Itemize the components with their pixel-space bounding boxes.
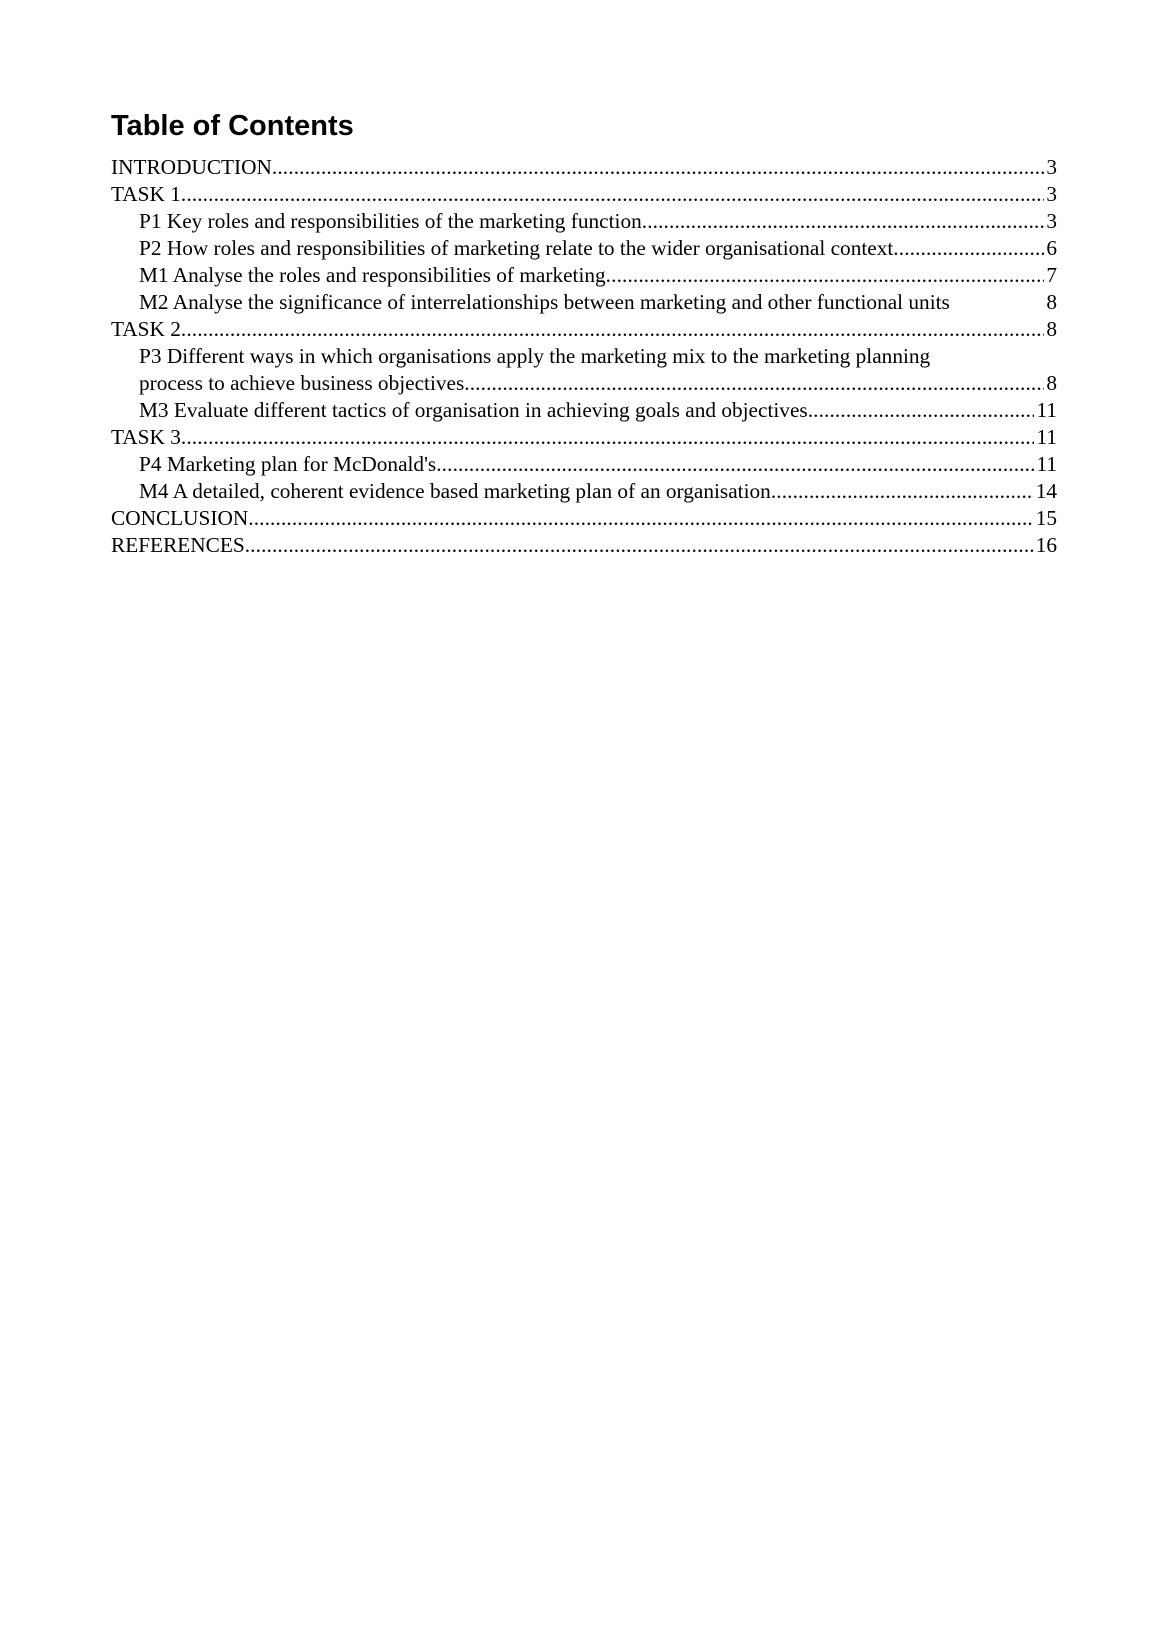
toc-entry-text: INTRODUCTION — [111, 155, 272, 179]
toc-entry-m2[interactable] — [111, 289, 1057, 316]
toc-entry-p2[interactable] — [111, 235, 1057, 262]
toc-page-number: 8 — [1046, 317, 1057, 341]
toc-entry-text-line1: P3 Different ways in which organisations apply the marketing mix to the marketing planning — [139, 344, 931, 368]
toc-page-number: 11 — [1036, 425, 1057, 449]
toc-list — [111, 154, 1057, 559]
toc-entry-p4[interactable] — [111, 451, 1057, 478]
toc-entry-m3[interactable] — [111, 397, 1057, 424]
toc-page-number: 16 — [1035, 533, 1057, 557]
toc-page-number: 8 — [1046, 290, 1057, 314]
table-of-contents — [111, 108, 1057, 559]
toc-page-number: 11 — [1036, 452, 1057, 476]
toc-entry-m1[interactable] — [111, 262, 1057, 289]
toc-entry-text: TASK 3 — [111, 425, 181, 449]
toc-entry-references[interactable] — [111, 532, 1057, 559]
toc-entry-text: REFERENCES — [111, 533, 245, 557]
toc-page-number: 11 — [1036, 398, 1057, 422]
toc-entry-task-3[interactable] — [111, 424, 1057, 451]
toc-entry-text: M1 Analyse the roles and responsibilities of marketing — [139, 263, 606, 287]
dot-leader — [436, 451, 1034, 478]
toc-entry-text: TASK 1 — [111, 182, 181, 206]
toc-page-number: 15 — [1035, 506, 1057, 530]
toc-entry-text: M2 Analyse the significance of interrelationships between marketing and other functional units — [139, 290, 950, 314]
toc-entry-text: P1 Key roles and responsibilities of the marketing function — [139, 209, 642, 233]
toc-entry-task-2[interactable] — [111, 316, 1057, 343]
toc-entry-text-line2: process to achieve business objectives — [139, 371, 465, 395]
toc-entry-p1[interactable] — [111, 208, 1057, 235]
dot-leader — [181, 316, 1044, 343]
dot-leader — [181, 181, 1044, 208]
toc-page-number: 3 — [1046, 209, 1057, 233]
toc-entry-p3[interactable] — [111, 343, 1057, 397]
dot-leader — [771, 478, 1034, 505]
toc-page-number: 14 — [1035, 479, 1057, 503]
toc-page-number: 6 — [1046, 236, 1057, 260]
toc-page-number: 7 — [1046, 263, 1057, 287]
toc-entry-introduction[interactable] — [111, 154, 1057, 181]
toc-entry-text: M4 A detailed, coherent evidence based marketing plan of an organisation — [139, 479, 771, 503]
toc-entry-text: P2 How roles and responsibilities of marketing relate to the wider organisational context — [139, 236, 894, 260]
toc-entry-text: P4 Marketing plan for McDonald's — [139, 452, 437, 476]
toc-entry-text: CONCLUSION — [111, 506, 249, 530]
dot-leader — [808, 397, 1035, 424]
toc-entry-task-1[interactable] — [111, 181, 1057, 208]
dot-leader — [606, 262, 1045, 289]
toc-page-number: 3 — [1046, 182, 1057, 206]
dot-leader — [893, 235, 1044, 262]
dot-leader — [245, 532, 1034, 559]
dot-leader — [642, 208, 1045, 235]
toc-page-number: 3 — [1046, 155, 1057, 179]
toc-entry-text: M3 Evaluate different tactics of organisation in achieving goals and objectives — [139, 398, 808, 422]
toc-entry-text: TASK 2 — [111, 317, 181, 341]
toc-page-number: 8 — [1046, 371, 1057, 395]
dot-leader — [181, 424, 1035, 451]
toc-entry-conclusion[interactable] — [111, 505, 1057, 532]
dot-leader — [272, 154, 1044, 181]
toc-entry-m4[interactable] — [111, 478, 1057, 505]
dot-leader — [464, 370, 1044, 397]
toc-title: Table of Contents — [111, 110, 354, 142]
dot-leader — [248, 505, 1033, 532]
